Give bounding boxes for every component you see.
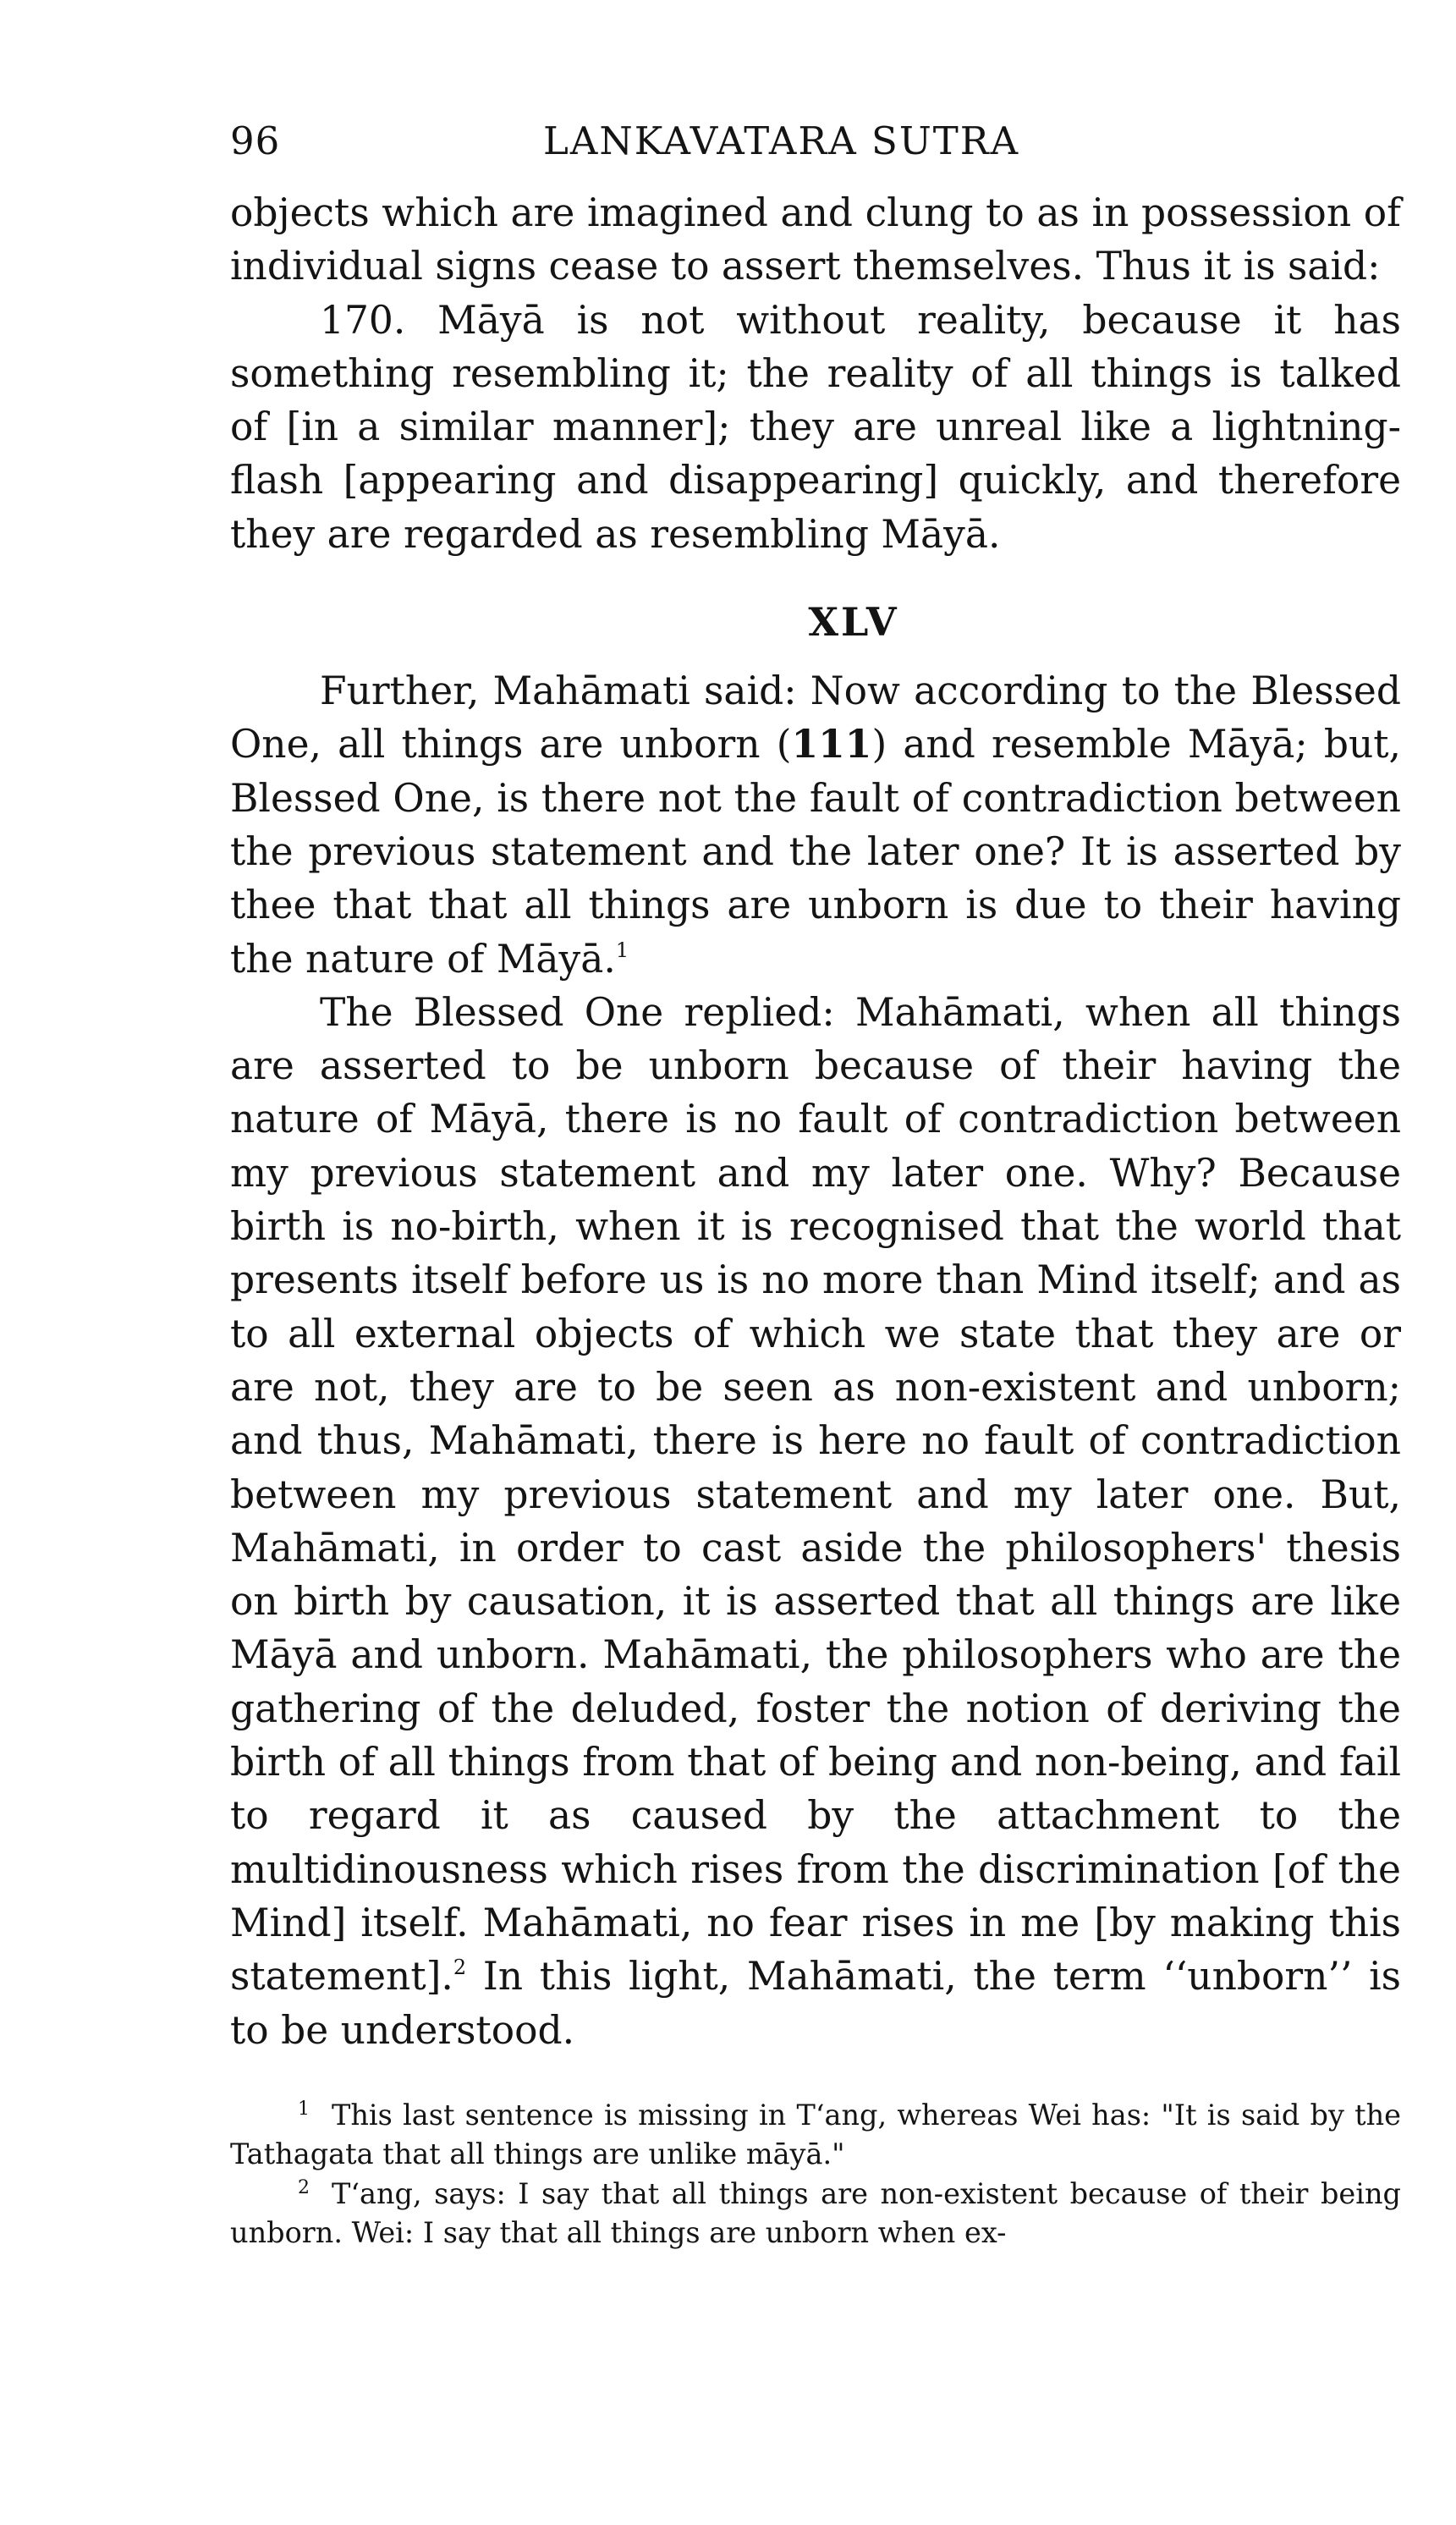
paragraph-continuation: objects which are imagined and clung to as in possession of individual signs cease to assert themselves. Thus it is said: (230, 190, 1401, 289)
footnote-mark: 1 (298, 2098, 310, 2120)
paragraph-text: In this light, Mahāmati, the term ‘‘unborn’’ is to be understood. (230, 1954, 1401, 2053)
running-header (230, 118, 1401, 186)
paragraph-blessed-one-reply (230, 986, 1401, 2057)
body-text (230, 186, 1401, 2057)
section-number-marker: 111 (791, 721, 872, 767)
paragraph-mahamati-question (230, 664, 1401, 986)
footnote-text: This last sentence is missing in T‘ang, whereas Wei has: "It is said by the Tathagata that all things are unlike māyā." (230, 2098, 1401, 2171)
paragraph-text: The Blessed One replied: Mahāmati, when all things are asserted to be unborn because of their having the nature of Māyā, there is no fault of contradiction between my previous statement and my later one. Why? Because birth is no-birth, when it is recognised that the world that presents itself before us is no more than Mind itself; and as to all external objects of which we state that they are or are not, they are to be seen as non-existent and unborn; and thus, Mahāmati, there is here no fault of contradiction between my previous statement and my later one. But, Mahāmati, in order to cast aside the philosophers' thesis on birth by causation, it is asserted that all things are like Māyā and unborn. Mahāmati, the philosophers who are the gathering of the deluded, foster the notion of deriving the birth of all things from that of being and non-being, and fail to regard it as caused by the attachment to the multidinousness which rises from the discrimination [of the Mind] itself. Mahāmati, no fear rises in me [by making this statement]. (230, 989, 1401, 2000)
page-number: 96 (230, 118, 281, 163)
running-title: LANKAVATARA SUTRA (543, 118, 1020, 163)
footnotes (230, 2096, 1401, 2253)
section-heading: XLV (808, 599, 899, 646)
footnote-reference: 2 (453, 1956, 467, 1980)
document-page (230, 118, 1401, 2253)
footnote-mark: 2 (298, 2176, 310, 2198)
footnote (230, 2175, 1401, 2253)
paragraph-text: Further, Mahāmati said: Now according to the Blessed One, all things are unborn ( (230, 668, 1401, 767)
paragraph-text: ) and resemble Māyā; but, Blessed One, is there not the fault of contradiction between the previous statement and the later one? It is asserted by thee that that all things are unborn is due to their having the nature of Māyā. (230, 722, 1402, 982)
paragraph-verse-170: 170. Māyā is not without reality, because it has something resembling it; the reality of all things is talked of [in a similar manner]; they are unreal like a lightning-flash [appearing and disappearing] quickly, and therefore they are regarded as resembling Māyā. (230, 297, 1401, 557)
footnote-reference: 1 (615, 938, 629, 962)
footnote-text: T‘ang, says: I say that all things are non-existent because of their being unborn. Wei: I say that all things are unborn when ex- (230, 2176, 1401, 2250)
footnote (230, 2096, 1401, 2175)
